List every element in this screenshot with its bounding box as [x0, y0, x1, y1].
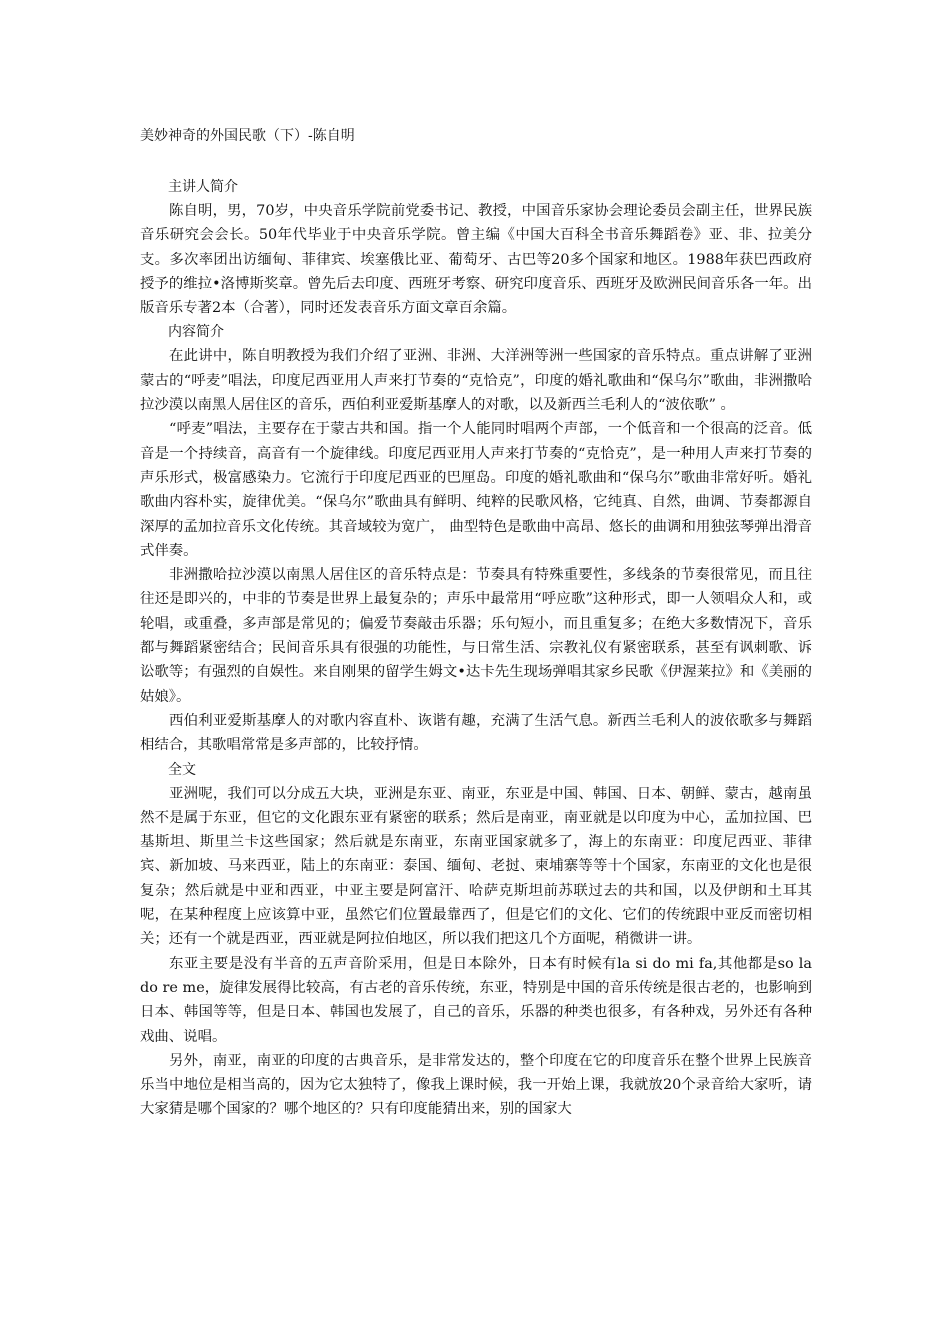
paragraph: 亚洲呢，我们可以分成五大块，亚洲是东亚、南亚，东亚是中国、韩国、日本、朝鲜、蒙古，越南虽然不是属于东亚，但它的文化跟东亚有紧密的联系；然后是南亚，南亚就是以印度为中心，孟加拉国、巴基斯坦、斯里兰卡这些国家；然后就是东南亚，东南亚国家就多了，海上的东南亚：印度尼西亚、菲律宾、新加坡、马来西亚，陆上的东南亚：泰国、缅甸、老挝、柬埔寨等等十个国家，东南亚的文化也是很复杂；然后就是中亚和西亚，中亚主要是阿富汗、哈萨克斯坦前苏联过去的共和国，以及伊朗和土耳其呢，在某种程度上应该算中亚，虽然它们位置最靠西了，但是它们的文化、它们的传统跟中亚反而密切相关；还有一个就是西亚，西亚就是阿拉伯地区，所以我们把这几个方面呢，稍微讲一讲。 — [140, 785, 812, 948]
paragraph: 另外，南亚，南亚的印度的古典音乐，是非常发达的，整个印度在它的印度音乐在整个世界上民族音乐当中地位是相当高的，因为它太独特了，像我上课时候，我一开始上课，我就放20个录音给大家听，请大家猜是哪个国家的？哪个地区的？只有印度能猜出来，别的国家大 — [140, 1052, 812, 1118]
paragraph: 东亚主要是没有半音的五声音阶采用，但是日本除外，日本有时候有la si do mi fa,其他都是so la do re me，旋律发展得比较高，有古老的音乐传统，东亚，特别是中国的音乐传统是很古老的，也影响到日本、韩国等等，但是日本、韩国也发展了，自己的音乐，乐器的种类也很多，有各种戏，另外还有各种戏曲、说唱。 — [140, 955, 812, 1045]
document-body — [140, 124, 812, 1122]
paragraph: 西伯利亚爱斯基摩人的对歌内容直朴、诙谐有趣，充满了生活气息。新西兰毛利人的波依歌多与舞蹈相结合，其歌唱常常是多声部的，比较抒情。 — [140, 712, 812, 754]
paragraph: “呼麦”唱法，主要存在于蒙古共和国。指一个人能同时唱两个声部，一个低音和一个很高的泛音。低音是一个持续音，高音有一个旋律线。印度尼西亚用人声来打节奏的“克恰克”，是一种用人声来打节奏的声乐形式，极富感染力。它流行于印度尼西亚的巴厘岛。印度的婚礼歌曲和“保乌尔”歌曲非常好听。婚礼歌曲内容朴实，旋律优美。“保乌尔”歌曲具有鲜明、纯粹的民歌风格，它纯真、自然，曲调、节奏都源自深厚的孟加拉音乐文化传统。其音域较为宽广， 曲型特色是歌曲中高昂、悠长的曲调和用独弦琴弹出滑音式伴奏。 — [140, 421, 812, 559]
document-title: 美妙神奇的外国民歌（下）-陈自明 — [140, 128, 355, 144]
section-content-intro — [140, 320, 812, 757]
section-heading: 内容简介 — [168, 324, 224, 341]
section-full-text — [140, 758, 812, 1122]
section-heading: 全文 — [168, 761, 196, 778]
paragraph: 非洲撒哈拉沙漠以南黑人居住区的音乐特点是：节奏具有特殊重要性，多线条的节奏很常见，而且往往还是即兴的，中非的节奏是世界上最复杂的；声乐中最常用“呼应歌”这种形式，即一人领唱众人和，或轮唱，或重叠，多声部是常见的；偏爱节奏敲击乐器；乐句短小，而且重复多；在绝大多数情况下，音乐都与舞蹈紧密结合；民间音乐具有很强的功能性，与日常生活、宗教礼仪有紧密联系，甚至有讽刺歌、诉讼歌等；有强烈的自娱性。来自刚果的留学生姆文•达卡先生现场弹唱其家乡民歌《伊渥莱拉》和《美丽的姑娘》。 — [140, 567, 812, 705]
paragraph: 陈自明，男，70岁，中央音乐学院前党委书记、教授，中国音乐家协会理论委员会副主任，世界民族音乐研究会会长。50年代毕业于中央音乐学院。曾主编《中国大百科全书音乐舞蹈卷》亚、非、拉美分支。多次率团出访缅甸、菲律宾、埃塞俄比亚、葡萄牙、古巴等20多个国家和地区。1988年获巴西政府授予的维拉•洛博斯奖章。曾先后去印度、西班牙考察、研究印度音乐、西班牙及欧洲民间音乐各一年。出版音乐专著2本（合著），同时还发表音乐方面文章百余篇。 — [140, 203, 812, 317]
section-heading: 主讲人简介 — [168, 179, 238, 195]
section-speaker-intro — [140, 175, 812, 320]
paragraph: 在此讲中，陈自明教授为我们介绍了亚洲、非洲、大洋洲等洲一些国家的音乐特点。重点讲解了亚洲蒙古的“呼麦”唱法，印度尼西亚用人声来打节奏的“克恰克”，印度的婚礼歌曲和“保乌尔”歌曲，非洲撒哈拉沙漠以南黑人居住区的音乐，西伯利亚爱斯基摩人的对歌，以及新西兰毛利人的“波依歌” 。 — [140, 348, 812, 414]
